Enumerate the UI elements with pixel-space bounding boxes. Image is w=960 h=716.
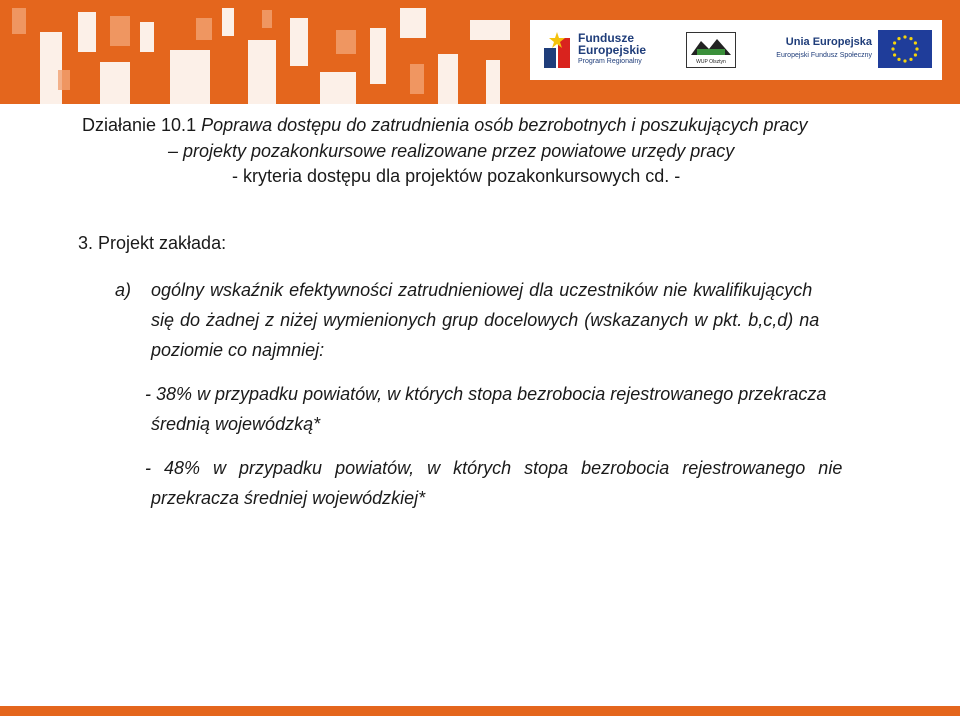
title-line-2: – projekty pozakonkursowe realizowane przez powiatowe urzędy pracy [168, 141, 735, 161]
fundusze-line3: Program Regionalny [578, 58, 642, 65]
bullet-38-line-2: średnią wojewódzką* [151, 414, 321, 434]
section-heading: 3. Projekt zakłada: [78, 233, 227, 253]
bullet-48-line-2: przekracza średniej wojewódzkiej* [151, 488, 426, 508]
fundusze-line1: Fundusze [578, 31, 634, 45]
title-action-name: Poprawa dostępu do zatrudnienia osób bezrobotnych i poszukujących pracy [201, 115, 808, 135]
title-action-number: Działanie 10.1 [82, 115, 197, 135]
ue-line1: Unia Europejska [785, 36, 872, 48]
header-banner [0, 0, 960, 104]
unia-europejska-logo [762, 30, 938, 70]
ue-line2: Europejski Fundusz Społeczny [776, 52, 872, 59]
footer-bar [0, 706, 960, 716]
fundusze-europejskie-logo [540, 28, 660, 74]
bullet-38-line-1: - 38% w przypadku powiatów, w których stopa bezrobocia rejestrowanego przekracza [145, 384, 827, 404]
item-a-line-3: poziomie co najmniej: [151, 340, 325, 360]
item-a-line-1: ogólny wskaźnik efektywności zatrudnieniowej dla uczestników nie kwalifikujących [151, 280, 813, 300]
item-a-line-2: się do żadnej z niżej wymienionych grup docelowych (wskazanych w pkt. b,c,d) na [151, 310, 820, 330]
logos-panel [530, 20, 942, 80]
fundusze-star-icon [540, 30, 574, 70]
eu-flag-icon [878, 30, 932, 68]
title-line-1 [82, 114, 807, 136]
wup-olsztyn-logo [686, 32, 736, 68]
wup-building-icon [687, 35, 735, 59]
item-a-marker: a) [115, 280, 132, 300]
title-line-3: - kryteria dostępu dla projektów pozakonkursowych cd. - [232, 166, 681, 186]
wup-label: WUP Olsztyn [696, 59, 726, 65]
bullet-48-line-1: - 48% w przypadku powiatów, w których stopa bezrobocia rejestrowanego nie [145, 458, 843, 478]
fundusze-line2: Europejskie [578, 43, 647, 57]
